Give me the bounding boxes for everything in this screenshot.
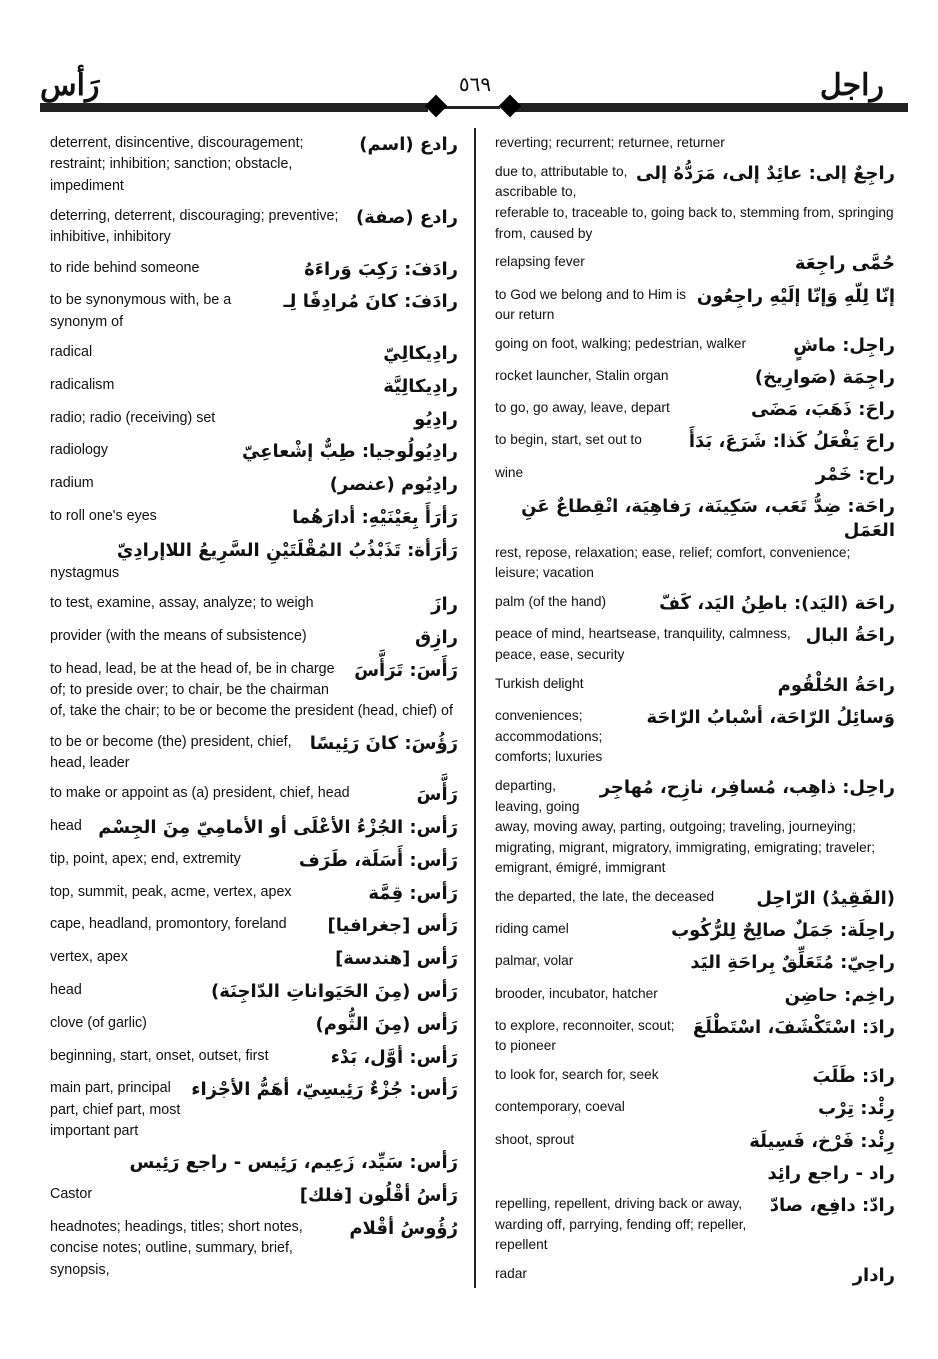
english-definition: deterrent, disincentive, discouragement; restraint; inhibition; sanction; obstacle, impediment	[50, 135, 304, 194]
english-definition: to look for, search for, seek	[495, 1067, 659, 1083]
english-definition: radical	[50, 344, 93, 361]
dictionary-entry	[50, 947, 458, 971]
dictionary-entry	[50, 1184, 458, 1208]
dictionary-entry	[495, 1016, 895, 1057]
arabic-headword: رازِق	[415, 626, 458, 648]
arabic-headword: إنّا لِلّهِ وَإنّا إلَيْهِ راجِعُون	[696, 285, 895, 307]
english-definition: the departed, the late, the deceased	[495, 889, 715, 905]
arabic-headword: رَأس: جُزْءٌ رَئِيسِيّ، أهَمُّ الأجْزاء	[191, 1079, 458, 1101]
dictionary-entry	[495, 951, 895, 975]
dictionary-entry	[495, 398, 895, 422]
dictionary-entry	[50, 342, 458, 366]
dictionary-entry	[495, 887, 895, 911]
dictionary-entry	[50, 783, 458, 807]
english-definition: to be synonymous with, be a synonym of	[50, 292, 232, 330]
page-header	[0, 0, 938, 126]
english-definition: shoot, sprout	[495, 1131, 575, 1147]
english-definition: headnotes; headings, titles; short notes, concise notes; outline, summary, brief, synopsis,	[50, 1219, 303, 1278]
english-definition: to test, examine, assay, analyze; to weigh	[50, 595, 314, 612]
arabic-headword: راحِلَة: جَمَلٌ صالِحٌ لِلرُّكُوب	[671, 920, 895, 942]
arabic-headword: رادع (اسم)	[359, 134, 458, 155]
arabic-headword: رُؤُوسُ أقْلام	[349, 1218, 458, 1240]
arabic-headword: رَأرَأة: تَذَبْذُبُ المُقْلَتَيْنِ السَّرِيعُ اللاإرادِيّ	[116, 539, 458, 561]
english-definition: brooder, incubator, hatcher	[495, 985, 658, 1001]
dictionary-entry	[495, 1130, 895, 1154]
left-column	[50, 133, 458, 1290]
english-definition: radio; radio (receiving) set	[50, 409, 216, 426]
dictionary-entry	[495, 133, 895, 154]
arabic-headword: رَأس [جغرافيا]	[327, 915, 458, 937]
arabic-headword: رَأَسَ: تَرَأَّسَ	[354, 659, 458, 681]
arabic-headword: رِئْد: تِرْب	[817, 1098, 895, 1120]
dictionary-entry	[50, 980, 458, 1004]
dictionary-entry	[495, 984, 895, 1008]
arabic-headword: رازَ	[431, 594, 458, 616]
arabic-headword: وَسائِلُ الرّاحَة، أسْبابُ الرّاحَة	[646, 706, 895, 728]
english-definition: rocket launcher, Stalin organ	[495, 368, 669, 384]
arabic-headword: رادِيُو	[414, 408, 458, 430]
arabic-headword: رادّ: دافِع، صادّ	[769, 1194, 895, 1216]
arabic-headword: رادِيُوم (عنصر)	[329, 474, 458, 496]
english-definition: to be or become (the) president, chief, head, leader	[50, 733, 292, 772]
english-definition: wine	[495, 464, 524, 480]
dictionary-entry	[50, 1078, 458, 1142]
header-rule-middle	[440, 106, 500, 109]
left-running-headword: رَأس	[40, 68, 100, 103]
header-rule-left	[40, 103, 428, 112]
arabic-headword: رَأس (مِنَ الثُّوم)	[315, 1013, 458, 1035]
page-number: ٥٦٩	[458, 72, 492, 96]
header-rule-right	[510, 103, 908, 112]
dictionary-entry	[495, 624, 895, 665]
diamond-ornament-left	[425, 95, 448, 118]
arabic-headword: راحَ: ذَهَبَ، مَضَى	[751, 399, 895, 421]
english-definition: beginning, start, onset, outset, first	[50, 1047, 269, 1064]
arabic-headword: رَأسُ أقْلُون [فلك]	[299, 1185, 458, 1207]
english-definition: going on foot, walking; pedestrian, walker	[495, 335, 747, 351]
dictionary-entry	[50, 1217, 458, 1281]
arabic-headword: راحِل: ذاهِب، مُسافِر، نازِح، مُهاجِر	[599, 776, 895, 798]
english-definition: radiology	[50, 442, 109, 459]
dictionary-entry	[495, 1162, 895, 1186]
dictionary-entry	[50, 1046, 458, 1070]
dictionary-entry	[495, 919, 895, 943]
dictionary-entry	[50, 440, 458, 464]
english-definition: repelling, repellent, driving back or away, warding off, parrying, fending off; repeller, repellent	[495, 1195, 747, 1253]
english-definition: rest, repose, relaxation; ease, relief; comfort, convenience; leisure; vacation	[495, 544, 851, 581]
english-definition: radar	[495, 1265, 527, 1281]
arabic-headword: رادع (صفة)	[355, 207, 458, 229]
arabic-headword: رَأس [هندسة]	[335, 948, 458, 970]
arabic-headword: رادِيكالِيّ	[383, 343, 458, 365]
english-definition: reverting; recurrent; returnee, returner	[495, 135, 725, 150]
dictionary-entry	[50, 626, 458, 650]
arabic-headword: راجِمَة (صَوارِيخ)	[754, 367, 895, 389]
english-definition: conveniences; accommodations; comforts; luxuries	[495, 707, 603, 765]
arabic-headword: رادِيكالِيَّة	[383, 375, 458, 397]
dictionary-entry	[50, 539, 458, 584]
arabic-headword: رادَفَ: رَكِبَ وَراءَهُ	[304, 258, 458, 280]
dictionary-entry	[495, 463, 895, 487]
dictionary-entry	[495, 706, 895, 768]
arabic-headword: راد - راجع رائِد	[767, 1162, 895, 1184]
dictionary-entry	[495, 366, 895, 390]
dictionary-entry	[50, 133, 458, 197]
dictionary-entry	[50, 206, 458, 249]
arabic-headword: راحَ يَفْعَلُ كَذا: شَرَعَ، بَدَأَ	[688, 431, 895, 453]
right-column	[495, 133, 895, 1296]
english-definition: nystagmus	[50, 564, 120, 581]
english-definition: main part, principal part, chief part, most important part	[50, 1080, 181, 1140]
arabic-headword: رَأس: أوَّل، بَدْء	[330, 1046, 458, 1068]
english-definition: to roll one's eyes	[50, 508, 157, 525]
column-divider	[474, 128, 476, 1288]
dictionary-entry	[50, 816, 458, 840]
english-definition: to head, lead, be at the head of, be in charge of; to preside over; to chair, be the chairman of, take the chair; to be or become the president (head, chief) of	[50, 660, 453, 720]
english-definition: peace of mind, heartsease, tranquility, calmness, peace, ease, security	[495, 626, 791, 662]
dictionary-entry	[495, 285, 895, 326]
dictionary-entry	[50, 882, 458, 906]
arabic-headword: راحَة: ضِدُّ تَعَب، سَكِينَة، رَفاهِيَة، انْقِطاعٌ عَنِ العَمَل	[521, 495, 895, 541]
arabic-headword: رَأس (مِنَ الحَيَواناتِ الدّاجِنَة)	[210, 981, 458, 1003]
english-definition: palmar, volar	[495, 953, 574, 969]
english-definition: palm (of the hand)	[495, 594, 607, 610]
english-definition: top, summit, peak, acme, vertex, apex	[50, 883, 292, 900]
dictionary-entry	[50, 375, 458, 399]
arabic-headword: راحَة (اليَد): باطِنُ اليَد، كَفّ	[659, 593, 895, 615]
arabic-headword: رادِيُولُوجيا: طِبٌّ إشْعاعِيّ	[242, 441, 458, 463]
dictionary-entry	[50, 732, 458, 775]
english-definition: to explore, reconnoiter, scout; to pioneer	[495, 1017, 675, 1054]
english-definition: to ride behind someone	[50, 259, 200, 276]
arabic-headword: رَأرَأَ بِعَيْنَيْهِ: أدارَهُما	[292, 507, 458, 529]
english-definition: due to, attributable to, ascribable to, referable to, traceable to, going back to, stemming from, springing from, caused by	[495, 163, 894, 241]
arabic-headword: راحَةُ الحُلْقُوم	[777, 674, 895, 696]
english-definition: radicalism	[50, 376, 115, 393]
english-definition: Castor	[50, 1186, 93, 1203]
english-definition: to make or appoint as (a) president, chief, head	[50, 785, 350, 802]
arabic-headword: رادَ: طَلَبَ	[812, 1066, 895, 1088]
arabic-headword: رَؤُسَ: كانَ رَئِيسًا	[309, 732, 458, 754]
english-definition: riding camel	[495, 921, 569, 937]
arabic-headword: رَأس: سَيِّد، زَعِيم، رَئِيس - راجع رَئِيس	[129, 1152, 458, 1174]
arabic-headword: راحَةُ البال	[805, 625, 895, 647]
dictionary-entry	[50, 914, 458, 938]
english-definition: head	[50, 982, 82, 999]
dictionary-entry	[495, 334, 895, 358]
arabic-headword: راجِل: ماشٍ	[793, 334, 895, 356]
dictionary-entry	[495, 1264, 895, 1288]
english-definition: vertex, apex	[50, 949, 128, 966]
english-definition: provider (with the means of subsistence)	[50, 627, 307, 644]
arabic-headword: راحِيّ: مُتَعَلِّقٌ بِراحَةِ اليَد	[690, 952, 895, 974]
dictionary-entry	[495, 252, 895, 276]
arabic-headword: حُمَّى راجِعَة	[794, 253, 895, 275]
dictionary-entry	[50, 258, 458, 282]
dictionary-entry	[50, 506, 458, 530]
dictionary-entry	[495, 162, 895, 244]
english-definition: contemporary, coeval	[495, 1099, 625, 1115]
dictionary-entry	[495, 592, 895, 616]
english-definition: tip, point, apex; end, extremity	[50, 850, 241, 867]
english-definition: deterring, deterrent, discouraging; preventive; inhibitive, inhibitory	[50, 208, 339, 246]
arabic-headword: رَأس: أَسَلَة، طَرَف	[298, 849, 458, 871]
english-definition: head	[50, 818, 82, 835]
english-definition: Turkish delight	[495, 675, 584, 691]
arabic-headword: رادَفَ: كانَ مُرادِفًا لِـ	[283, 291, 458, 313]
dictionary-entry	[495, 674, 895, 698]
arabic-headword: راخِم: حاضِن	[784, 984, 895, 1006]
dictionary-entry	[495, 1065, 895, 1089]
arabic-headword: رادَ: اسْتَكْشَفَ، اسْتَطْلَعَ	[692, 1016, 895, 1038]
arabic-headword: راجِعٌ إلى: عائِدٌ إلى، مَرَدُّهُ إلى	[635, 162, 895, 184]
diamond-ornament-right	[499, 95, 522, 118]
arabic-headword: رَأس: قِمَّة	[368, 882, 458, 904]
arabic-headword: راح: خَمْر	[815, 463, 895, 485]
english-definition: clove (of garlic)	[50, 1014, 147, 1031]
dictionary-entry	[495, 430, 895, 454]
english-definition: to begin, start, set out to	[495, 432, 642, 448]
right-running-headword: راجل	[819, 68, 884, 103]
dictionary-entry	[50, 659, 458, 723]
arabic-headword: رِئْد: فَرْخ، فَسِيلَة	[749, 1130, 895, 1152]
english-definition: to God we belong and to Him is our return	[495, 286, 686, 323]
english-definition: to go, go away, leave, depart	[495, 400, 670, 416]
arabic-headword: رادار	[852, 1264, 895, 1286]
dictionary-entry	[495, 776, 895, 879]
dictionary-entry	[495, 1097, 895, 1121]
dictionary-entry	[495, 495, 895, 584]
dictionary-entry	[495, 1194, 895, 1256]
arabic-headword: رَأس: الجُزْءُ الأعْلَى أو الأمامِيّ مِنَ الجِسْم	[98, 817, 458, 839]
arabic-headword: رَأَّسَ	[416, 784, 458, 806]
english-definition: relapsing fever	[495, 254, 585, 270]
dictionary-entry	[50, 1151, 458, 1175]
dictionary-entry	[50, 1013, 458, 1037]
english-definition: radium	[50, 475, 94, 492]
english-definition: departing, leaving, going away, moving away, parting, outgoing; traveling, journeying; migrating, migrant, migratory, immigrating, emigrating; traveler; emigrant, émigré, immigrant	[495, 777, 876, 876]
arabic-headword: (الفَقِيدُ) الرّاحِل	[756, 888, 895, 910]
dictionary-entry	[50, 593, 458, 617]
english-definition: cape, headland, promontory, foreland	[50, 916, 287, 933]
dictionary-entry	[50, 290, 458, 333]
dictionary-entry	[50, 473, 458, 497]
dictionary-entry	[50, 849, 458, 873]
dictionary-entry	[50, 408, 458, 432]
